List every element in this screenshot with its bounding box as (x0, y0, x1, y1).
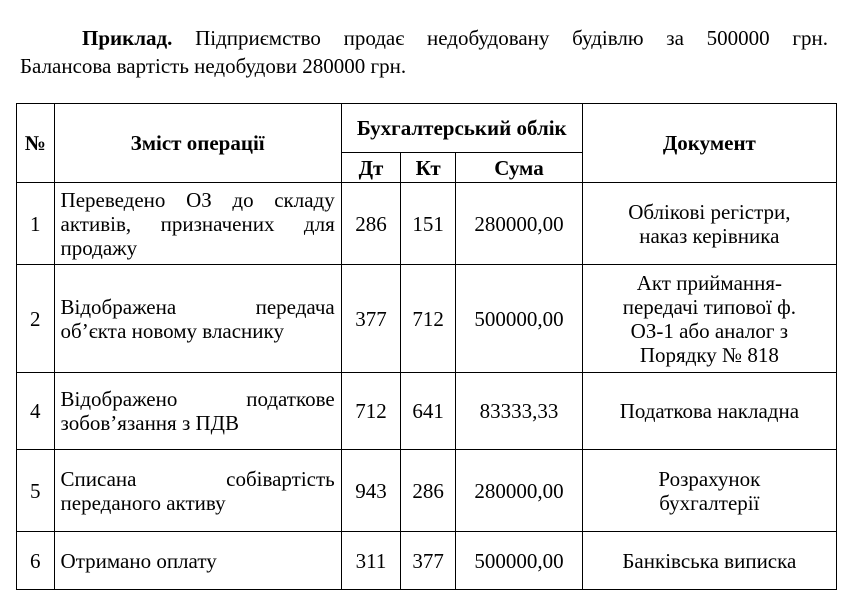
intro-text-1: Підприємство продає недобудовану будівлю за 500000 грн. (195, 26, 829, 50)
table-row (17, 450, 837, 532)
operation-line: Отримано оплату (60, 548, 217, 573)
row-sum: 83333,33 (456, 373, 583, 450)
intro-paragraph (20, 24, 828, 80)
header-operation: Зміст операції (54, 104, 341, 183)
row-sum: 280000,00 (456, 183, 583, 265)
operation-line: Відображено податкове (60, 387, 335, 411)
document-line: бухгалтерії (659, 490, 760, 515)
row-num: 4 (17, 373, 55, 450)
operation-line: активів, призначених для (60, 211, 335, 236)
row-num: 5 (17, 450, 55, 532)
table-row (17, 532, 837, 590)
document-line: передачі типової ф. (622, 294, 796, 319)
header-row-1 (17, 104, 837, 153)
row-dt: 377 (341, 265, 400, 373)
row-document (582, 532, 836, 590)
row-operation (54, 373, 341, 450)
document-line: Розрахунок (658, 466, 761, 491)
document-line: Акт приймання- (636, 270, 783, 295)
row-kt: 641 (401, 373, 456, 450)
row-kt: 377 (401, 532, 456, 590)
intro-line-1 (20, 24, 828, 52)
row-dt: 712 (341, 373, 400, 450)
header-kt: Кт (401, 153, 456, 183)
row-dt: 286 (341, 183, 400, 265)
operation-line: переданого активу (60, 490, 226, 515)
operation-line: Переведено ОЗ до складу (60, 187, 335, 212)
row-operation (54, 532, 341, 590)
table-row (17, 183, 837, 265)
header-sum: Сума (456, 153, 583, 183)
operation-line: Списана собівартість (60, 466, 335, 491)
header-document: Документ (582, 104, 836, 183)
row-document (582, 183, 836, 265)
row-dt: 311 (341, 532, 400, 590)
row-operation (54, 265, 341, 373)
row-operation (54, 183, 341, 265)
operation-line: Відображена передача (60, 294, 335, 319)
example-label: Приклад. (82, 26, 173, 50)
document-line: Банківська виписка (622, 548, 797, 573)
row-num: 1 (17, 183, 55, 265)
intro-line-2: Балансова вартість недобудови 280000 грн. (20, 54, 407, 78)
row-dt: 943 (341, 450, 400, 532)
header-dt: Дт (341, 153, 400, 183)
document-line: наказ керівника (639, 223, 780, 248)
table-row (17, 265, 837, 373)
document-line: ОЗ-1 або аналог з (630, 318, 789, 343)
row-sum: 500000,00 (456, 265, 583, 373)
row-num: 2 (17, 265, 55, 373)
header-num: № (17, 104, 55, 183)
row-document (582, 373, 836, 450)
row-num: 6 (17, 532, 55, 590)
document-line: Порядку № 818 (639, 342, 779, 367)
operation-line: зобов’язання з ПДВ (60, 411, 240, 435)
accounting-table (16, 103, 837, 590)
row-kt: 712 (401, 265, 456, 373)
row-document (582, 450, 836, 532)
row-document (582, 265, 836, 373)
table-row (17, 373, 837, 450)
row-kt: 151 (401, 183, 456, 265)
header-accounting: Бухгалтерський облік (341, 104, 582, 153)
row-kt: 286 (401, 450, 456, 532)
row-sum: 500000,00 (456, 532, 583, 590)
operation-line: продажу (60, 235, 138, 260)
row-operation (54, 450, 341, 532)
document-line: Облікові регістри, (628, 199, 791, 224)
row-sum: 280000,00 (456, 450, 583, 532)
operation-line: об’єкта новому власнику (60, 318, 284, 343)
document-line: Податкова накладна (619, 399, 800, 423)
